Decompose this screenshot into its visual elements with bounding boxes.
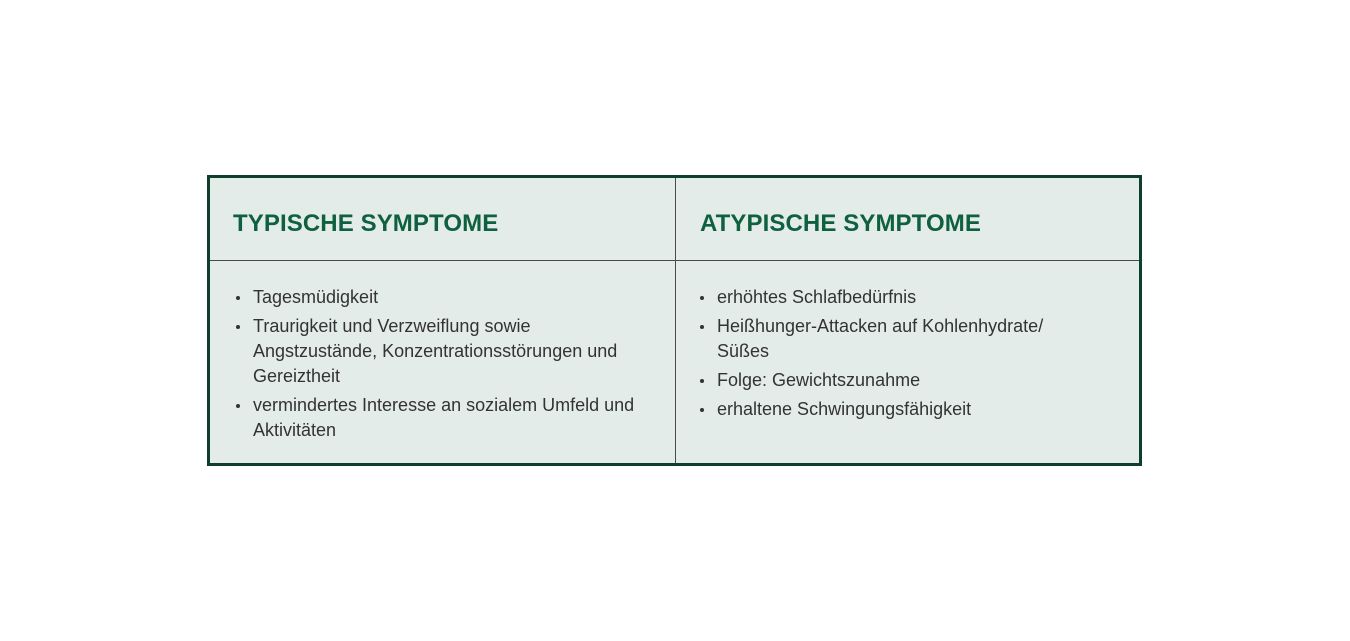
- atypical-symptoms-list: [697, 285, 1067, 426]
- typical-symptoms-list: [233, 285, 643, 447]
- bullet-icon: [700, 296, 704, 300]
- list-item: [233, 393, 643, 443]
- bullet-icon: [700, 325, 704, 329]
- symptom-text: Heißhunger-Attacken auf Kohlenhydrate/ Süßes: [717, 316, 1044, 361]
- bullet-icon: [700, 379, 704, 383]
- bullet-icon: [236, 404, 240, 408]
- symptom-text: erhöhtes Schlafbedürfnis: [717, 287, 917, 307]
- symptom-text: erhaltene Schwingungsfähigkeit: [717, 399, 972, 419]
- header-atypical-symptoms: [676, 178, 1139, 261]
- symptom-text: Traurigkeit und Verzweiflung sowie Angstzustände, Konzentrationsstörungen und Gereiztheit: [253, 316, 618, 386]
- list-item: [697, 368, 1067, 393]
- bullet-icon: [236, 325, 240, 329]
- symptom-table: [207, 175, 1142, 466]
- typical-symptoms-cell: [210, 261, 676, 463]
- symptom-text: Tagesmüdigkeit: [253, 287, 379, 307]
- list-item: [697, 397, 1067, 422]
- atypical-symptoms-heading: ATYPISCHE SYMPTOME: [700, 210, 981, 237]
- atypical-symptoms-cell: [676, 261, 1139, 463]
- list-item: [697, 314, 1067, 364]
- symptom-text: vermindertes Interesse an sozialem Umfeld und Aktivitäten: [253, 395, 635, 440]
- list-item: [233, 285, 643, 310]
- header-typical-symptoms: [210, 178, 676, 261]
- symptom-text: Folge: Gewichtszunahme: [717, 370, 921, 390]
- typical-symptoms-heading: TYPISCHE SYMPTOME: [233, 210, 499, 237]
- list-item: [697, 285, 1067, 310]
- list-item: [233, 314, 643, 389]
- bullet-icon: [700, 408, 704, 412]
- bullet-icon: [236, 296, 240, 300]
